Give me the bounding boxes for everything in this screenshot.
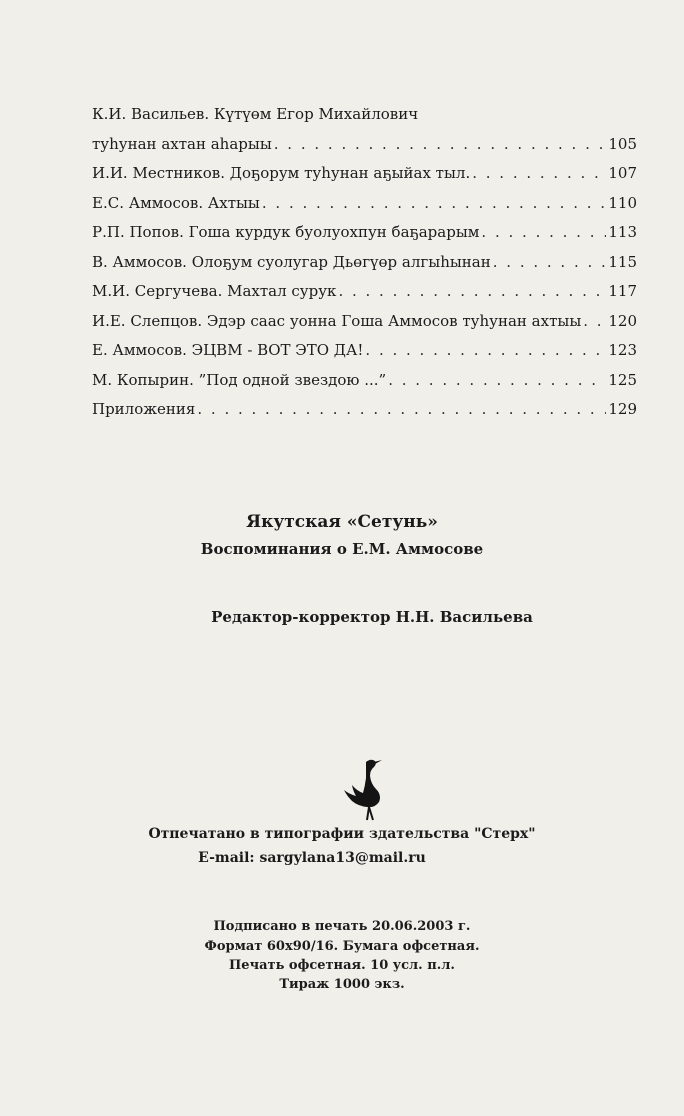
toc-entry-page: 120 xyxy=(608,311,637,330)
print-type: Печать офсетная. 10 усл. п.л. xyxy=(229,958,455,973)
editor-credit: Редактор-корректор Н.Н. Васильева xyxy=(211,608,533,626)
print-run: Тираж 1000 экз. xyxy=(279,977,405,992)
toc-entry xyxy=(92,370,637,400)
toc-entry-page: 123 xyxy=(608,341,637,359)
toc-entry xyxy=(92,104,637,134)
toc-entry xyxy=(92,399,637,429)
toc-entry-title: Е.С. Аммосов. Ахтыы xyxy=(92,193,260,212)
paper-format: Формат 60х90/16. Бумага офсетная. xyxy=(204,939,480,954)
toc-entry-page: 117 xyxy=(608,282,637,300)
toc-entry-page: 105 xyxy=(608,134,637,153)
toc-leader-dots xyxy=(472,163,606,183)
toc-entry-page: 125 xyxy=(608,370,637,389)
toc-entry xyxy=(92,193,637,223)
toc-leader-dots xyxy=(481,222,606,242)
toc-entry-page: 129 xyxy=(608,400,637,418)
publisher-crane-logo-icon xyxy=(340,756,390,822)
toc-entry-title: И.И. Местников. Доҕорум туһунан аҕыйах тыл. xyxy=(92,164,471,182)
toc-leader-dots xyxy=(274,134,607,154)
toc-entry-page: 107 xyxy=(608,164,637,182)
toc-leader-dots xyxy=(338,281,606,301)
book-subtitle: Воспоминания о Е.М. Аммосове xyxy=(200,540,484,558)
toc-entry-title: М. Копырин. ”Под одной звездою ...” xyxy=(92,370,387,389)
toc-entry xyxy=(92,222,637,252)
toc-entry-title: К.И. Васильев. Күтүөм Егор Михайлович xyxy=(92,105,419,123)
toc-entry xyxy=(92,281,637,311)
toc-leader-dots xyxy=(365,340,606,360)
toc-entry-page: 113 xyxy=(608,223,637,241)
toc-entry-page: 110 xyxy=(608,193,637,212)
toc-entry-title: туһунан ахтан аһарыы xyxy=(92,134,272,153)
toc-entry xyxy=(92,163,637,193)
book-title: Якутская «Сетунь» xyxy=(246,512,438,532)
table-of-contents xyxy=(92,104,637,429)
toc-entry-title: Р.П. Попов. Гоша курдук буолуохпун баҕарарым xyxy=(92,223,480,241)
toc-leader-dots xyxy=(583,311,606,331)
toc-leader-dots xyxy=(493,252,607,272)
toc-entry-title: В. Аммосов. Олоҕум суолугар Дьөгүөр алгыһынан xyxy=(92,252,491,271)
publisher-email: E-mail: sargylana13@mail.ru xyxy=(198,850,426,866)
toc-entry xyxy=(92,252,637,282)
toc-entry-title: Е. Аммосов. ЭЦВМ - ВОТ ЭТО ДА! xyxy=(92,341,364,359)
toc-entry xyxy=(92,340,637,370)
toc-leader-dots xyxy=(388,370,606,390)
signed-to-print: Подписано в печать 20.06.2003 г. xyxy=(213,919,471,934)
toc-entry xyxy=(92,311,637,341)
toc-entry-page: 115 xyxy=(608,252,637,271)
toc-entry-title: И.Е. Слепцов. Эдэр саас уонна Гоша Аммосов туһунан ахтыы xyxy=(92,311,582,330)
toc-leader-dots xyxy=(197,399,606,419)
printing-house-note: Отпечатано в типографии здательства "Стерх" xyxy=(148,826,536,842)
toc-entry xyxy=(92,134,637,164)
toc-entry-title: Приложения xyxy=(92,400,196,418)
toc-entry-title: М.И. Сергучева. Махтал сурук xyxy=(92,282,337,300)
toc-leader-dots xyxy=(262,193,606,213)
